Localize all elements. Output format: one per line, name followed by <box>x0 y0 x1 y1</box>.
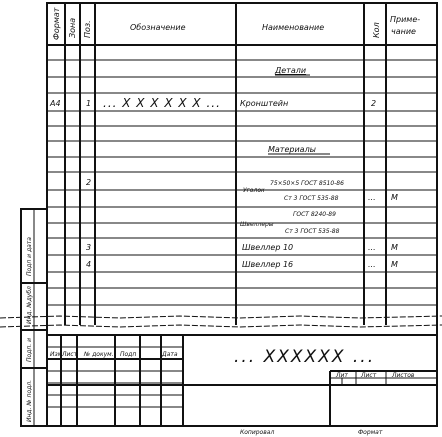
tb-col-date: Дата <box>162 351 178 358</box>
header-note-2: чание <box>391 27 416 36</box>
footer-copied: Копировал <box>240 429 275 436</box>
tb-col-sign: Подп <box>120 351 137 358</box>
header-designation: Обозначение <box>130 23 186 32</box>
tb-col-change: Изм <box>50 351 63 358</box>
header-note-1: Приме- <box>390 15 421 24</box>
tb-sheets: Листов <box>392 372 415 379</box>
side-inv-orig: Инд. № подл. <box>26 379 33 422</box>
tb-designation: ... XXXXXX ... <box>234 347 376 367</box>
side-sign-date-2: Подп. и <box>26 338 33 362</box>
row2-name-main: Уголок <box>243 187 265 194</box>
tb-col-doc: № докум. <box>84 351 114 358</box>
row1-designation: ... X X X X X X ... <box>103 96 221 110</box>
header-position: Поз. <box>83 20 92 38</box>
row4-quantity: ... <box>368 243 376 252</box>
row2-name-bottom: Ст 3 ГОСТ 535-88 <box>284 195 339 202</box>
row4-name: Швеллер 10 <box>242 243 294 252</box>
row2-quantity: ... <box>368 193 376 202</box>
tb-col-sheet: Лист <box>62 351 78 358</box>
footer-format: Формат <box>358 429 383 436</box>
row1-name: Кронштейн <box>240 99 289 108</box>
row3-name-main: Швеллеры <box>240 221 274 228</box>
header-name: Наименование <box>262 23 325 32</box>
side-inv-dup: Инд. №дубл <box>26 286 33 324</box>
header-format: Формат <box>52 7 61 40</box>
section-parts: Детали <box>275 66 307 75</box>
row5-note: М <box>391 260 398 269</box>
row2-position: 2 <box>86 178 92 187</box>
row1-quantity: 2 <box>371 99 377 108</box>
row1-position: 1 <box>86 99 92 108</box>
row4-note: М <box>391 243 398 252</box>
header-zone: Зона <box>68 17 77 38</box>
section-materials: Материалы <box>268 145 316 154</box>
side-sign-date: Подп и дата <box>26 237 33 276</box>
break-line-top <box>0 316 442 318</box>
row4-position: 3 <box>86 243 92 252</box>
row3-name-top: ГОСТ 8240-89 <box>293 211 336 218</box>
row2-note: М <box>391 193 398 202</box>
row1-format: А4 <box>50 99 61 108</box>
row3-name-bottom: Ст 3 ГОСТ 535-88 <box>285 228 340 235</box>
header-quantity: Кол <box>372 22 381 38</box>
column-lines <box>65 3 386 325</box>
row5-name: Швеллер 16 <box>242 260 294 269</box>
row2-name-top: 75×50×5 ГОСТ 8510-86 <box>270 180 344 187</box>
row5-quantity: ... <box>368 260 376 269</box>
tb-lit: Лит <box>336 372 348 379</box>
break-line-bottom <box>0 325 442 327</box>
tb-sheet: Лист <box>361 372 377 379</box>
row5-position: 4 <box>86 260 92 269</box>
